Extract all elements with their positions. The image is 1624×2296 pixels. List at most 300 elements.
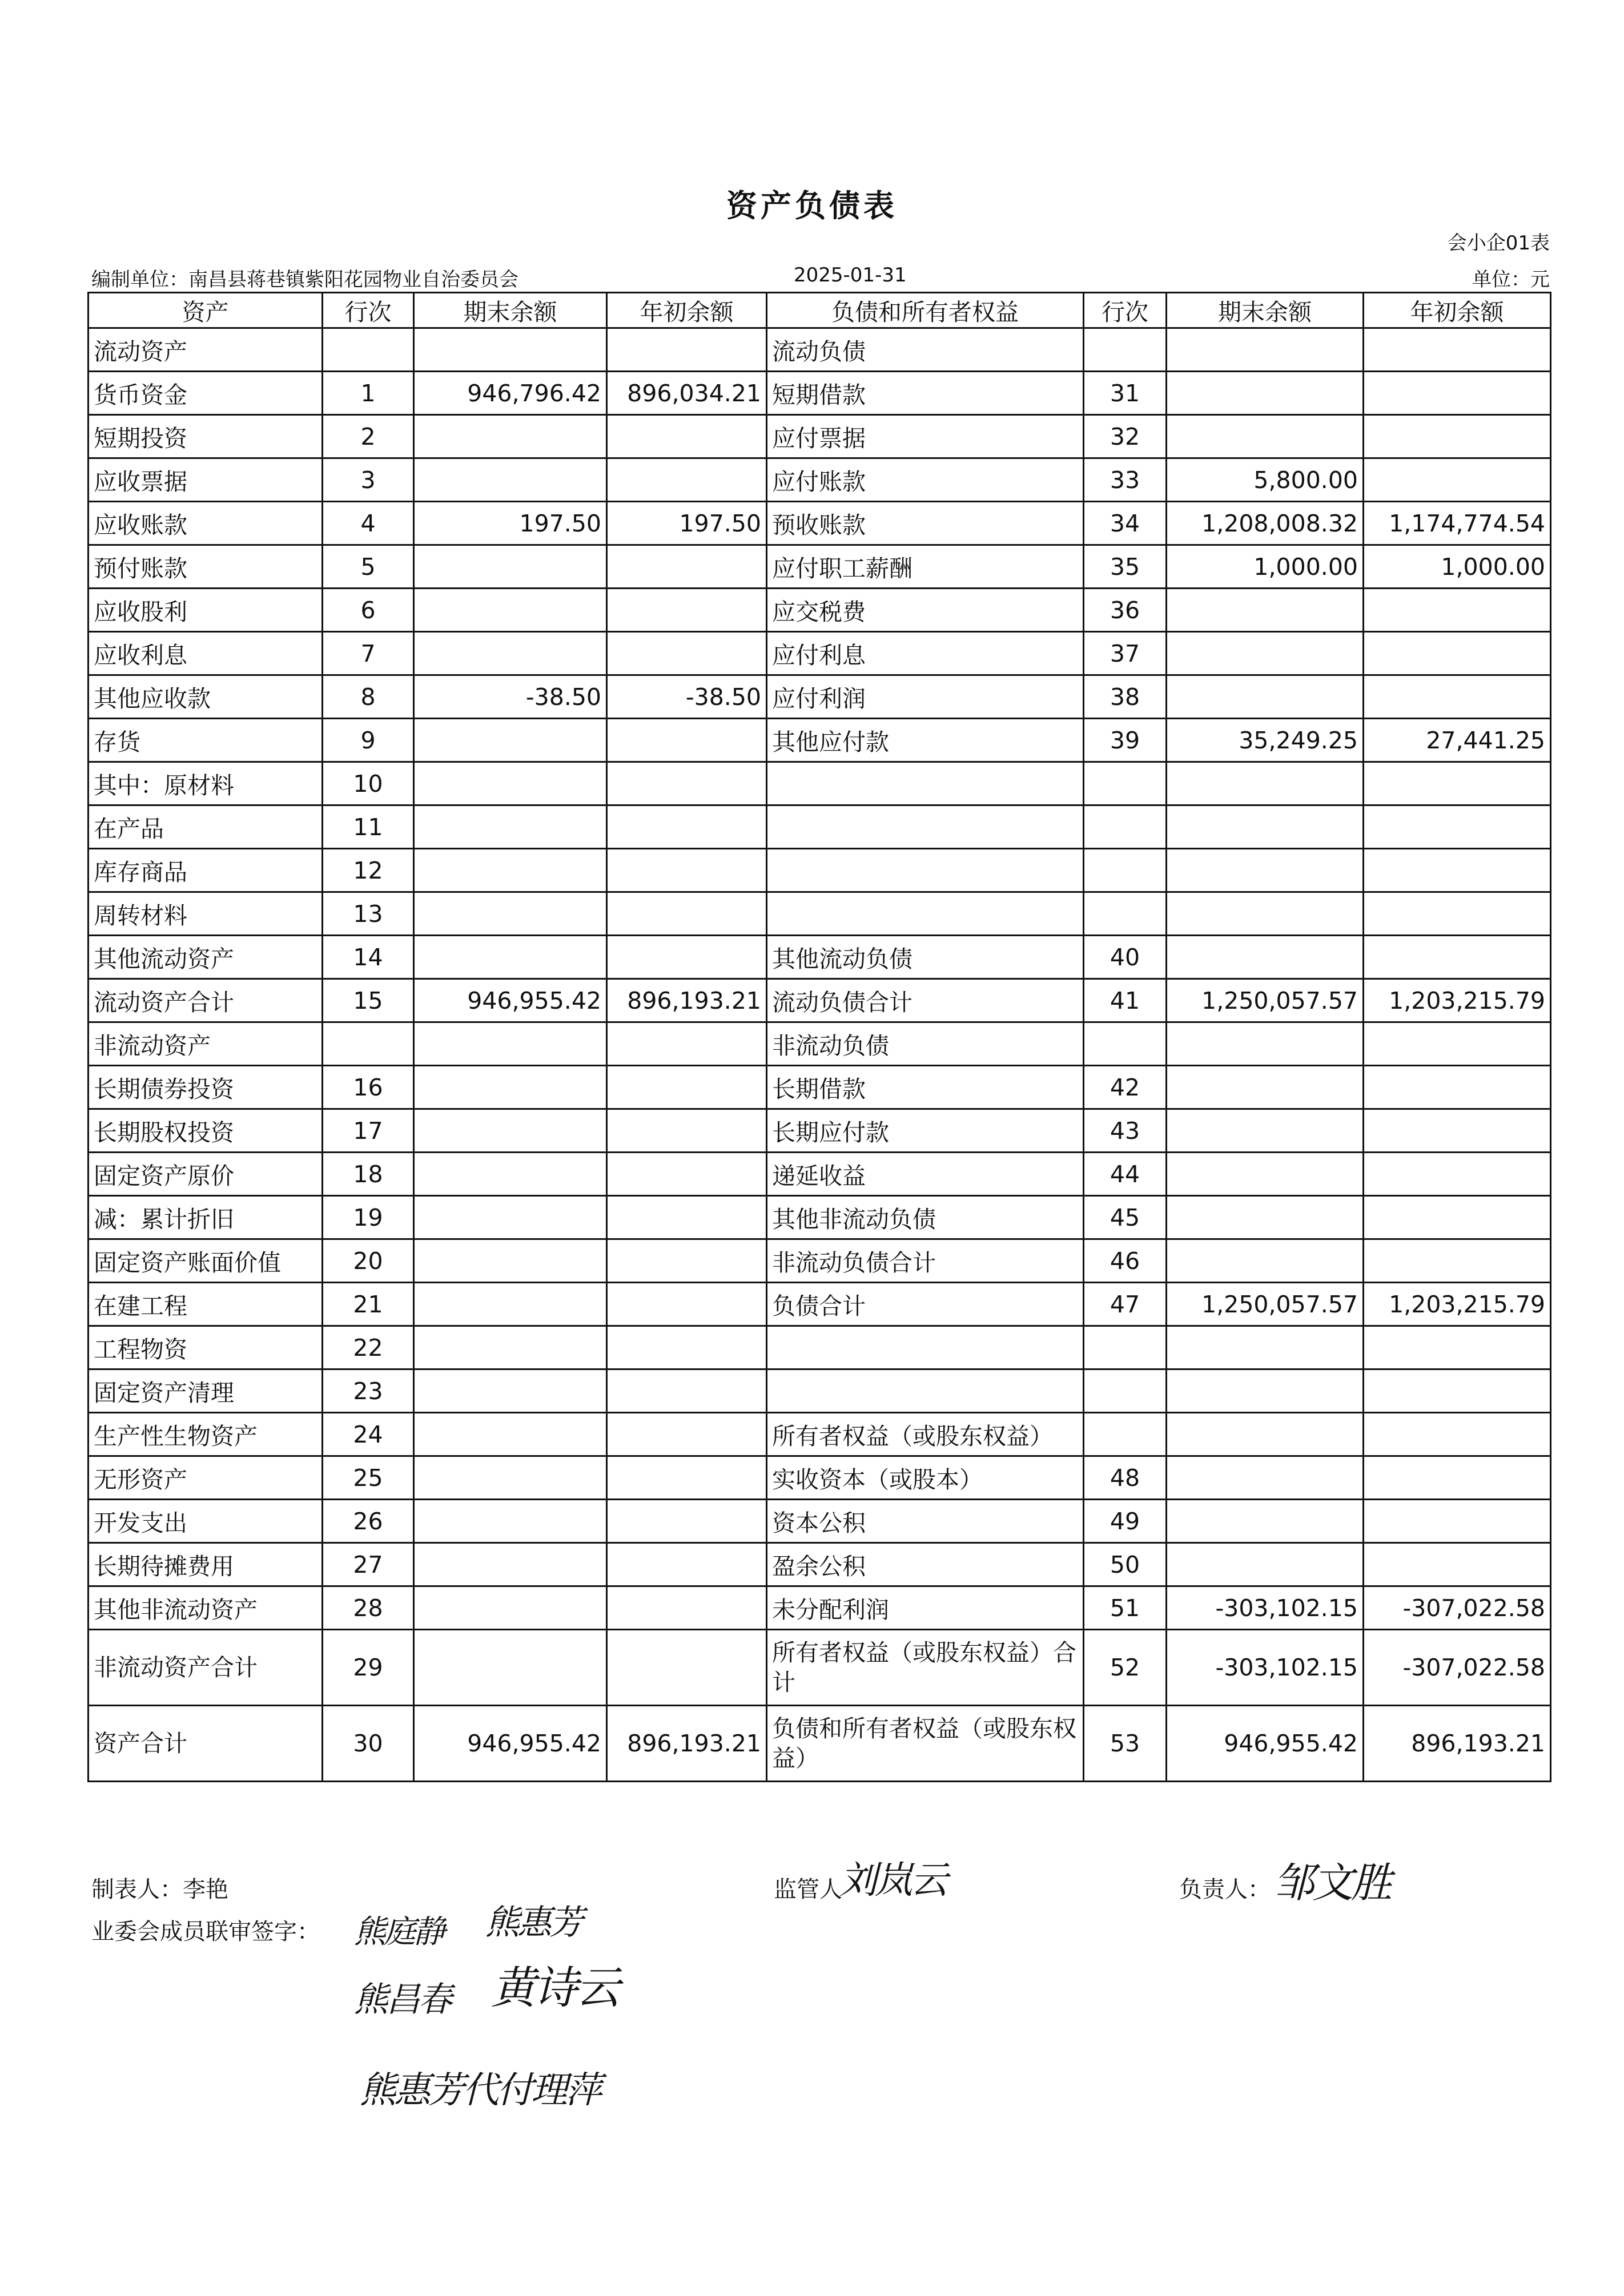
asset-line-no: 10 (323, 762, 414, 805)
table-row (89, 762, 1551, 805)
liability-end-balance (1167, 632, 1364, 675)
liability-name: 所有者权益（或股东权益）合计 (767, 1630, 1084, 1706)
asset-name: 在建工程 (89, 1283, 323, 1326)
liability-line-no: 32 (1084, 415, 1167, 458)
report-title: 资产负债表 (726, 188, 898, 224)
liability-end-balance (1167, 892, 1364, 936)
asset-end-balance: -38.50 (414, 675, 607, 719)
asset-begin-balance (607, 1369, 767, 1413)
asset-begin-balance (607, 762, 767, 805)
asset-name: 非流动资产合计 (89, 1630, 323, 1706)
col-header-line-no-2: 行次 (1084, 293, 1167, 328)
liability-end-balance (1167, 1456, 1364, 1500)
table-row (89, 1283, 1551, 1326)
table-row (89, 1586, 1551, 1630)
asset-name: 流动资产 (89, 328, 323, 372)
liability-line-no: 37 (1084, 632, 1167, 675)
liability-line-no: 51 (1084, 1586, 1167, 1630)
table-row (89, 1326, 1551, 1369)
table-header-row (89, 293, 1551, 328)
liability-line-no (1084, 1022, 1167, 1066)
liability-line-no: 52 (1084, 1630, 1167, 1706)
committee-label: 业委会成员联审签字： (91, 1919, 320, 1945)
col-header-begin-balance-2: 年初余额 (1364, 293, 1551, 328)
asset-begin-balance: 197.50 (607, 502, 767, 545)
table-row (89, 372, 1551, 415)
liability-end-balance (1167, 1326, 1364, 1369)
liability-name: 长期应付款 (767, 1109, 1084, 1153)
table-row (89, 502, 1551, 545)
liability-begin-balance: 1,203,215.79 (1364, 1283, 1551, 1326)
liability-line-no: 35 (1084, 545, 1167, 589)
liability-begin-balance (1364, 805, 1551, 849)
asset-name: 资产合计 (89, 1706, 323, 1782)
liability-end-balance (1167, 1066, 1364, 1109)
asset-begin-balance (607, 1239, 767, 1283)
liability-name: 长期借款 (767, 1066, 1084, 1109)
liability-name: 所有者权益（或股东权益） (767, 1413, 1084, 1456)
asset-line-no: 19 (323, 1196, 414, 1239)
asset-line-no: 27 (323, 1543, 414, 1586)
asset-line-no: 16 (323, 1066, 414, 1109)
liability-end-balance: -303,102.15 (1167, 1630, 1364, 1706)
asset-end-balance (414, 1586, 607, 1630)
asset-name: 库存商品 (89, 849, 323, 892)
asset-end-balance (414, 1630, 607, 1706)
asset-begin-balance (607, 632, 767, 675)
asset-begin-balance (607, 1543, 767, 1586)
col-header-end-balance: 期末余额 (414, 293, 607, 328)
liability-end-balance (1167, 1022, 1364, 1066)
liability-end-balance (1167, 762, 1364, 805)
liability-end-balance (1167, 1109, 1364, 1153)
asset-begin-balance: -38.50 (607, 675, 767, 719)
asset-end-balance (414, 458, 607, 502)
asset-line-no: 21 (323, 1283, 414, 1326)
liability-begin-balance: 1,000.00 (1364, 545, 1551, 589)
liability-line-no (1084, 1369, 1167, 1413)
col-header-line-no: 行次 (323, 293, 414, 328)
liability-end-balance: 1,208,008.32 (1167, 502, 1364, 545)
asset-begin-balance: 896,034.21 (607, 372, 767, 415)
table-row (89, 1456, 1551, 1500)
asset-end-balance (414, 805, 607, 849)
asset-end-balance (414, 328, 607, 372)
liability-name: 其他流动负债 (767, 936, 1084, 979)
asset-begin-balance (607, 805, 767, 849)
col-header-begin-balance: 年初余额 (607, 293, 767, 328)
asset-begin-balance (607, 1109, 767, 1153)
liability-line-no: 42 (1084, 1066, 1167, 1109)
liability-name: 负债和所有者权益（或股东权益） (767, 1706, 1084, 1782)
table-row (89, 1196, 1551, 1239)
asset-name: 其他流动资产 (89, 936, 323, 979)
table-row (89, 415, 1551, 458)
liability-name: 预收账款 (767, 502, 1084, 545)
asset-name: 无形资产 (89, 1456, 323, 1500)
liability-end-balance (1167, 805, 1364, 849)
asset-name: 应收账款 (89, 502, 323, 545)
asset-end-balance (414, 849, 607, 892)
asset-line-no: 14 (323, 936, 414, 979)
asset-begin-balance (607, 328, 767, 372)
liability-name (767, 762, 1084, 805)
table-row (89, 589, 1551, 632)
liability-name (767, 1369, 1084, 1413)
liability-begin-balance (1364, 1022, 1551, 1066)
asset-name: 开发支出 (89, 1500, 323, 1543)
liability-line-no: 48 (1084, 1456, 1167, 1500)
asset-begin-balance (607, 892, 767, 936)
responsible-signature: 邹文胜 (1273, 1859, 1390, 1907)
asset-line-no: 11 (323, 805, 414, 849)
liability-begin-balance: -307,022.58 (1364, 1630, 1551, 1706)
asset-begin-balance (607, 1413, 767, 1456)
committee-signature: 熊庭静 (354, 1914, 443, 1951)
asset-name: 固定资产账面价值 (89, 1239, 323, 1283)
table-row (89, 1239, 1551, 1283)
liability-begin-balance: 896,193.21 (1364, 1706, 1551, 1782)
table-row (89, 632, 1551, 675)
asset-name: 固定资产清理 (89, 1369, 323, 1413)
asset-line-no (323, 328, 414, 372)
asset-end-balance (414, 936, 607, 979)
liability-end-balance: 946,955.42 (1167, 1706, 1364, 1782)
asset-end-balance: 946,955.42 (414, 1706, 607, 1782)
asset-name: 工程物资 (89, 1326, 323, 1369)
asset-end-balance (414, 1326, 607, 1369)
liability-end-balance: -303,102.15 (1167, 1586, 1364, 1630)
asset-begin-balance: 896,193.21 (607, 979, 767, 1022)
asset-begin-balance (607, 1586, 767, 1630)
col-header-assets: 资产 (89, 293, 323, 328)
form-number: 会小企01表 (1447, 232, 1550, 255)
liability-begin-balance (1364, 1239, 1551, 1283)
liability-name: 应交税费 (767, 589, 1084, 632)
liability-name: 应付票据 (767, 415, 1084, 458)
liability-begin-balance (1364, 1326, 1551, 1369)
asset-end-balance (414, 892, 607, 936)
balance-sheet-body (89, 328, 1551, 1782)
asset-name: 固定资产原价 (89, 1153, 323, 1196)
liability-name (767, 805, 1084, 849)
asset-end-balance (414, 1456, 607, 1500)
liability-line-no (1084, 892, 1167, 936)
liability-begin-balance (1364, 1109, 1551, 1153)
asset-end-balance (414, 1543, 607, 1586)
liability-end-balance (1167, 1153, 1364, 1196)
liability-line-no: 46 (1084, 1239, 1167, 1283)
liability-begin-balance: -307,022.58 (1364, 1586, 1551, 1630)
liability-line-no (1084, 328, 1167, 372)
committee-signature: 熊昌春 (354, 1980, 450, 2020)
table-row (89, 1153, 1551, 1196)
committee-signature: 熊惠芳代付理萍 (360, 2069, 600, 2112)
liability-begin-balance: 27,441.25 (1364, 719, 1551, 762)
table-row (89, 1500, 1551, 1543)
asset-begin-balance (607, 719, 767, 762)
liability-name: 递延收益 (767, 1153, 1084, 1196)
committee-signature: 熊惠芳 (485, 1903, 581, 1943)
currency-unit: 单位：元 (1472, 268, 1550, 291)
asset-name: 其中：原材料 (89, 762, 323, 805)
asset-line-no: 2 (323, 415, 414, 458)
asset-begin-balance (607, 1630, 767, 1706)
liability-name: 应付利息 (767, 632, 1084, 675)
table-row (89, 458, 1551, 502)
col-header-liabilities-equity: 负债和所有者权益 (767, 293, 1084, 328)
liability-end-balance (1167, 415, 1364, 458)
liability-begin-balance (1364, 1369, 1551, 1413)
liability-begin-balance (1364, 1196, 1551, 1239)
asset-line-no: 30 (323, 1706, 414, 1782)
asset-end-balance: 197.50 (414, 502, 607, 545)
liability-line-no (1084, 1413, 1167, 1456)
liability-end-balance (1167, 849, 1364, 892)
asset-end-balance (414, 1413, 607, 1456)
asset-end-balance (414, 1369, 607, 1413)
table-row (89, 1022, 1551, 1066)
supervisor-label: 监管人 (774, 1876, 842, 1903)
col-header-end-balance-2: 期末余额 (1167, 293, 1364, 328)
liability-begin-balance (1364, 1153, 1551, 1196)
asset-begin-balance (607, 936, 767, 979)
liability-end-balance: 5,800.00 (1167, 458, 1364, 502)
liability-begin-balance (1364, 892, 1551, 936)
liability-name: 非流动负债合计 (767, 1239, 1084, 1283)
liability-end-balance (1167, 1196, 1364, 1239)
table-row (89, 1369, 1551, 1413)
asset-line-no: 1 (323, 372, 414, 415)
liability-begin-balance (1364, 849, 1551, 892)
asset-line-no: 9 (323, 719, 414, 762)
liability-begin-balance (1364, 372, 1551, 415)
asset-name: 其他应收款 (89, 675, 323, 719)
liability-end-balance (1167, 936, 1364, 979)
asset-begin-balance (607, 545, 767, 589)
asset-line-no: 20 (323, 1239, 414, 1283)
asset-end-balance (414, 719, 607, 762)
asset-line-no: 6 (323, 589, 414, 632)
asset-end-balance (414, 1196, 607, 1239)
asset-begin-balance (607, 415, 767, 458)
asset-end-balance (414, 1500, 607, 1543)
liability-name: 其他应付款 (767, 719, 1084, 762)
asset-end-balance (414, 1022, 607, 1066)
liability-begin-balance (1364, 1543, 1551, 1586)
liability-end-balance: 1,000.00 (1167, 545, 1364, 589)
asset-end-balance (414, 1153, 607, 1196)
liability-name: 应付利润 (767, 675, 1084, 719)
table-row (89, 719, 1551, 762)
liability-name: 资本公积 (767, 1500, 1084, 1543)
asset-begin-balance (607, 1066, 767, 1109)
table-row (89, 1066, 1551, 1109)
asset-name: 预付账款 (89, 545, 323, 589)
preparing-unit: 编制单位：南昌县蒋巷镇紫阳花园物业自治委员会 (91, 268, 518, 291)
asset-name: 长期待摊费用 (89, 1543, 323, 1586)
table-row (89, 805, 1551, 849)
asset-begin-balance (607, 1500, 767, 1543)
committee-signature: 黄诗云 (491, 1963, 618, 2014)
asset-name: 应收利息 (89, 632, 323, 675)
asset-end-balance (414, 632, 607, 675)
asset-line-no: 22 (323, 1326, 414, 1369)
liability-name: 盈余公积 (767, 1543, 1084, 1586)
liability-line-no: 33 (1084, 458, 1167, 502)
asset-begin-balance (607, 589, 767, 632)
asset-line-no: 3 (323, 458, 414, 502)
liability-name: 未分配利润 (767, 1586, 1084, 1630)
asset-begin-balance (607, 1456, 767, 1500)
liability-end-balance (1167, 1500, 1364, 1543)
liability-end-balance (1167, 675, 1364, 719)
table-row (89, 1706, 1551, 1782)
asset-name: 其他非流动资产 (89, 1586, 323, 1630)
liability-end-balance (1167, 1369, 1364, 1413)
asset-line-no: 17 (323, 1109, 414, 1153)
asset-begin-balance (607, 1022, 767, 1066)
asset-end-balance (414, 1283, 607, 1326)
table-row (89, 1413, 1551, 1456)
liability-line-no: 38 (1084, 675, 1167, 719)
liability-begin-balance (1364, 1413, 1551, 1456)
liability-name: 应付账款 (767, 458, 1084, 502)
liability-line-no (1084, 762, 1167, 805)
liability-end-balance (1167, 1239, 1364, 1283)
asset-name: 流动资产合计 (89, 979, 323, 1022)
liability-end-balance (1167, 589, 1364, 632)
liability-end-balance: 1,250,057.57 (1167, 979, 1364, 1022)
asset-line-no (323, 1022, 414, 1066)
balance-sheet-table (87, 292, 1551, 1782)
liability-begin-balance: 1,174,774.54 (1364, 502, 1551, 545)
liability-line-no: 36 (1084, 589, 1167, 632)
table-row (89, 1543, 1551, 1586)
asset-line-no: 24 (323, 1413, 414, 1456)
table-row (89, 892, 1551, 936)
liability-line-no: 39 (1084, 719, 1167, 762)
liability-begin-balance (1364, 675, 1551, 719)
asset-end-balance (414, 762, 607, 805)
liability-line-no: 31 (1084, 372, 1167, 415)
asset-line-no: 26 (323, 1500, 414, 1543)
table-row (89, 675, 1551, 719)
liability-line-no: 53 (1084, 1706, 1167, 1782)
asset-begin-balance: 896,193.21 (607, 1706, 767, 1782)
supervisor-signature: 刘岚云 (839, 1858, 946, 1902)
liability-line-no (1084, 1326, 1167, 1369)
liability-begin-balance (1364, 632, 1551, 675)
liability-name: 实收资本（或股本） (767, 1456, 1084, 1500)
asset-line-no: 18 (323, 1153, 414, 1196)
asset-end-balance: 946,955.42 (414, 979, 607, 1022)
liability-name: 流动负债 (767, 328, 1084, 372)
liability-name: 应付职工薪酬 (767, 545, 1084, 589)
table-row (89, 1630, 1551, 1706)
asset-begin-balance (607, 1196, 767, 1239)
liability-end-balance: 1,250,057.57 (1167, 1283, 1364, 1326)
liability-line-no: 41 (1084, 979, 1167, 1022)
asset-name: 应收股利 (89, 589, 323, 632)
table-row (89, 545, 1551, 589)
liability-begin-balance (1364, 589, 1551, 632)
liability-line-no (1084, 849, 1167, 892)
asset-name: 周转材料 (89, 892, 323, 936)
table-row (89, 936, 1551, 979)
liability-end-balance: 35,249.25 (1167, 719, 1364, 762)
table-row (89, 979, 1551, 1022)
liability-name: 短期借款 (767, 372, 1084, 415)
asset-end-balance (414, 1239, 607, 1283)
asset-line-no: 15 (323, 979, 414, 1022)
liability-name: 其他非流动负债 (767, 1196, 1084, 1239)
liability-name: 流动负债合计 (767, 979, 1084, 1022)
liability-begin-balance: 1,203,215.79 (1364, 979, 1551, 1022)
liability-line-no: 44 (1084, 1153, 1167, 1196)
asset-line-no: 28 (323, 1586, 414, 1630)
liability-begin-balance (1364, 458, 1551, 502)
asset-line-no: 25 (323, 1456, 414, 1500)
liability-begin-balance (1364, 936, 1551, 979)
liability-end-balance (1167, 1543, 1364, 1586)
asset-name: 长期债券投资 (89, 1066, 323, 1109)
asset-line-no: 5 (323, 545, 414, 589)
asset-name: 货币资金 (89, 372, 323, 415)
liability-line-no: 45 (1084, 1196, 1167, 1239)
liability-begin-balance (1364, 415, 1551, 458)
asset-end-balance (414, 589, 607, 632)
report-date: 2025-01-31 (794, 264, 907, 287)
asset-line-no: 29 (323, 1630, 414, 1706)
asset-name: 减：累计折旧 (89, 1196, 323, 1239)
asset-line-no: 13 (323, 892, 414, 936)
asset-line-no: 8 (323, 675, 414, 719)
asset-name: 生产性生物资产 (89, 1413, 323, 1456)
liability-line-no: 43 (1084, 1109, 1167, 1153)
liability-line-no: 47 (1084, 1283, 1167, 1326)
preparer-label: 制表人：李艳 (91, 1876, 228, 1903)
responsible-label: 负责人： (1179, 1876, 1271, 1903)
asset-end-balance (414, 545, 607, 589)
asset-begin-balance (607, 1153, 767, 1196)
liability-name (767, 892, 1084, 936)
asset-name: 存货 (89, 719, 323, 762)
liability-begin-balance (1364, 1500, 1551, 1543)
asset-begin-balance (607, 1283, 767, 1326)
asset-line-no: 23 (323, 1369, 414, 1413)
liability-line-no: 50 (1084, 1543, 1167, 1586)
liability-name: 非流动负债 (767, 1022, 1084, 1066)
liability-begin-balance (1364, 328, 1551, 372)
liability-name (767, 849, 1084, 892)
table-row (89, 1109, 1551, 1153)
asset-name: 非流动资产 (89, 1022, 323, 1066)
liability-line-no: 34 (1084, 502, 1167, 545)
liability-end-balance (1167, 328, 1364, 372)
liability-end-balance (1167, 372, 1364, 415)
liability-begin-balance (1364, 762, 1551, 805)
asset-line-no: 7 (323, 632, 414, 675)
asset-line-no: 12 (323, 849, 414, 892)
liability-end-balance (1167, 1413, 1364, 1456)
asset-end-balance (414, 1109, 607, 1153)
liability-begin-balance (1364, 1456, 1551, 1500)
table-row (89, 849, 1551, 892)
asset-name: 长期股权投资 (89, 1109, 323, 1153)
asset-name: 短期投资 (89, 415, 323, 458)
liability-name: 负债合计 (767, 1283, 1084, 1326)
